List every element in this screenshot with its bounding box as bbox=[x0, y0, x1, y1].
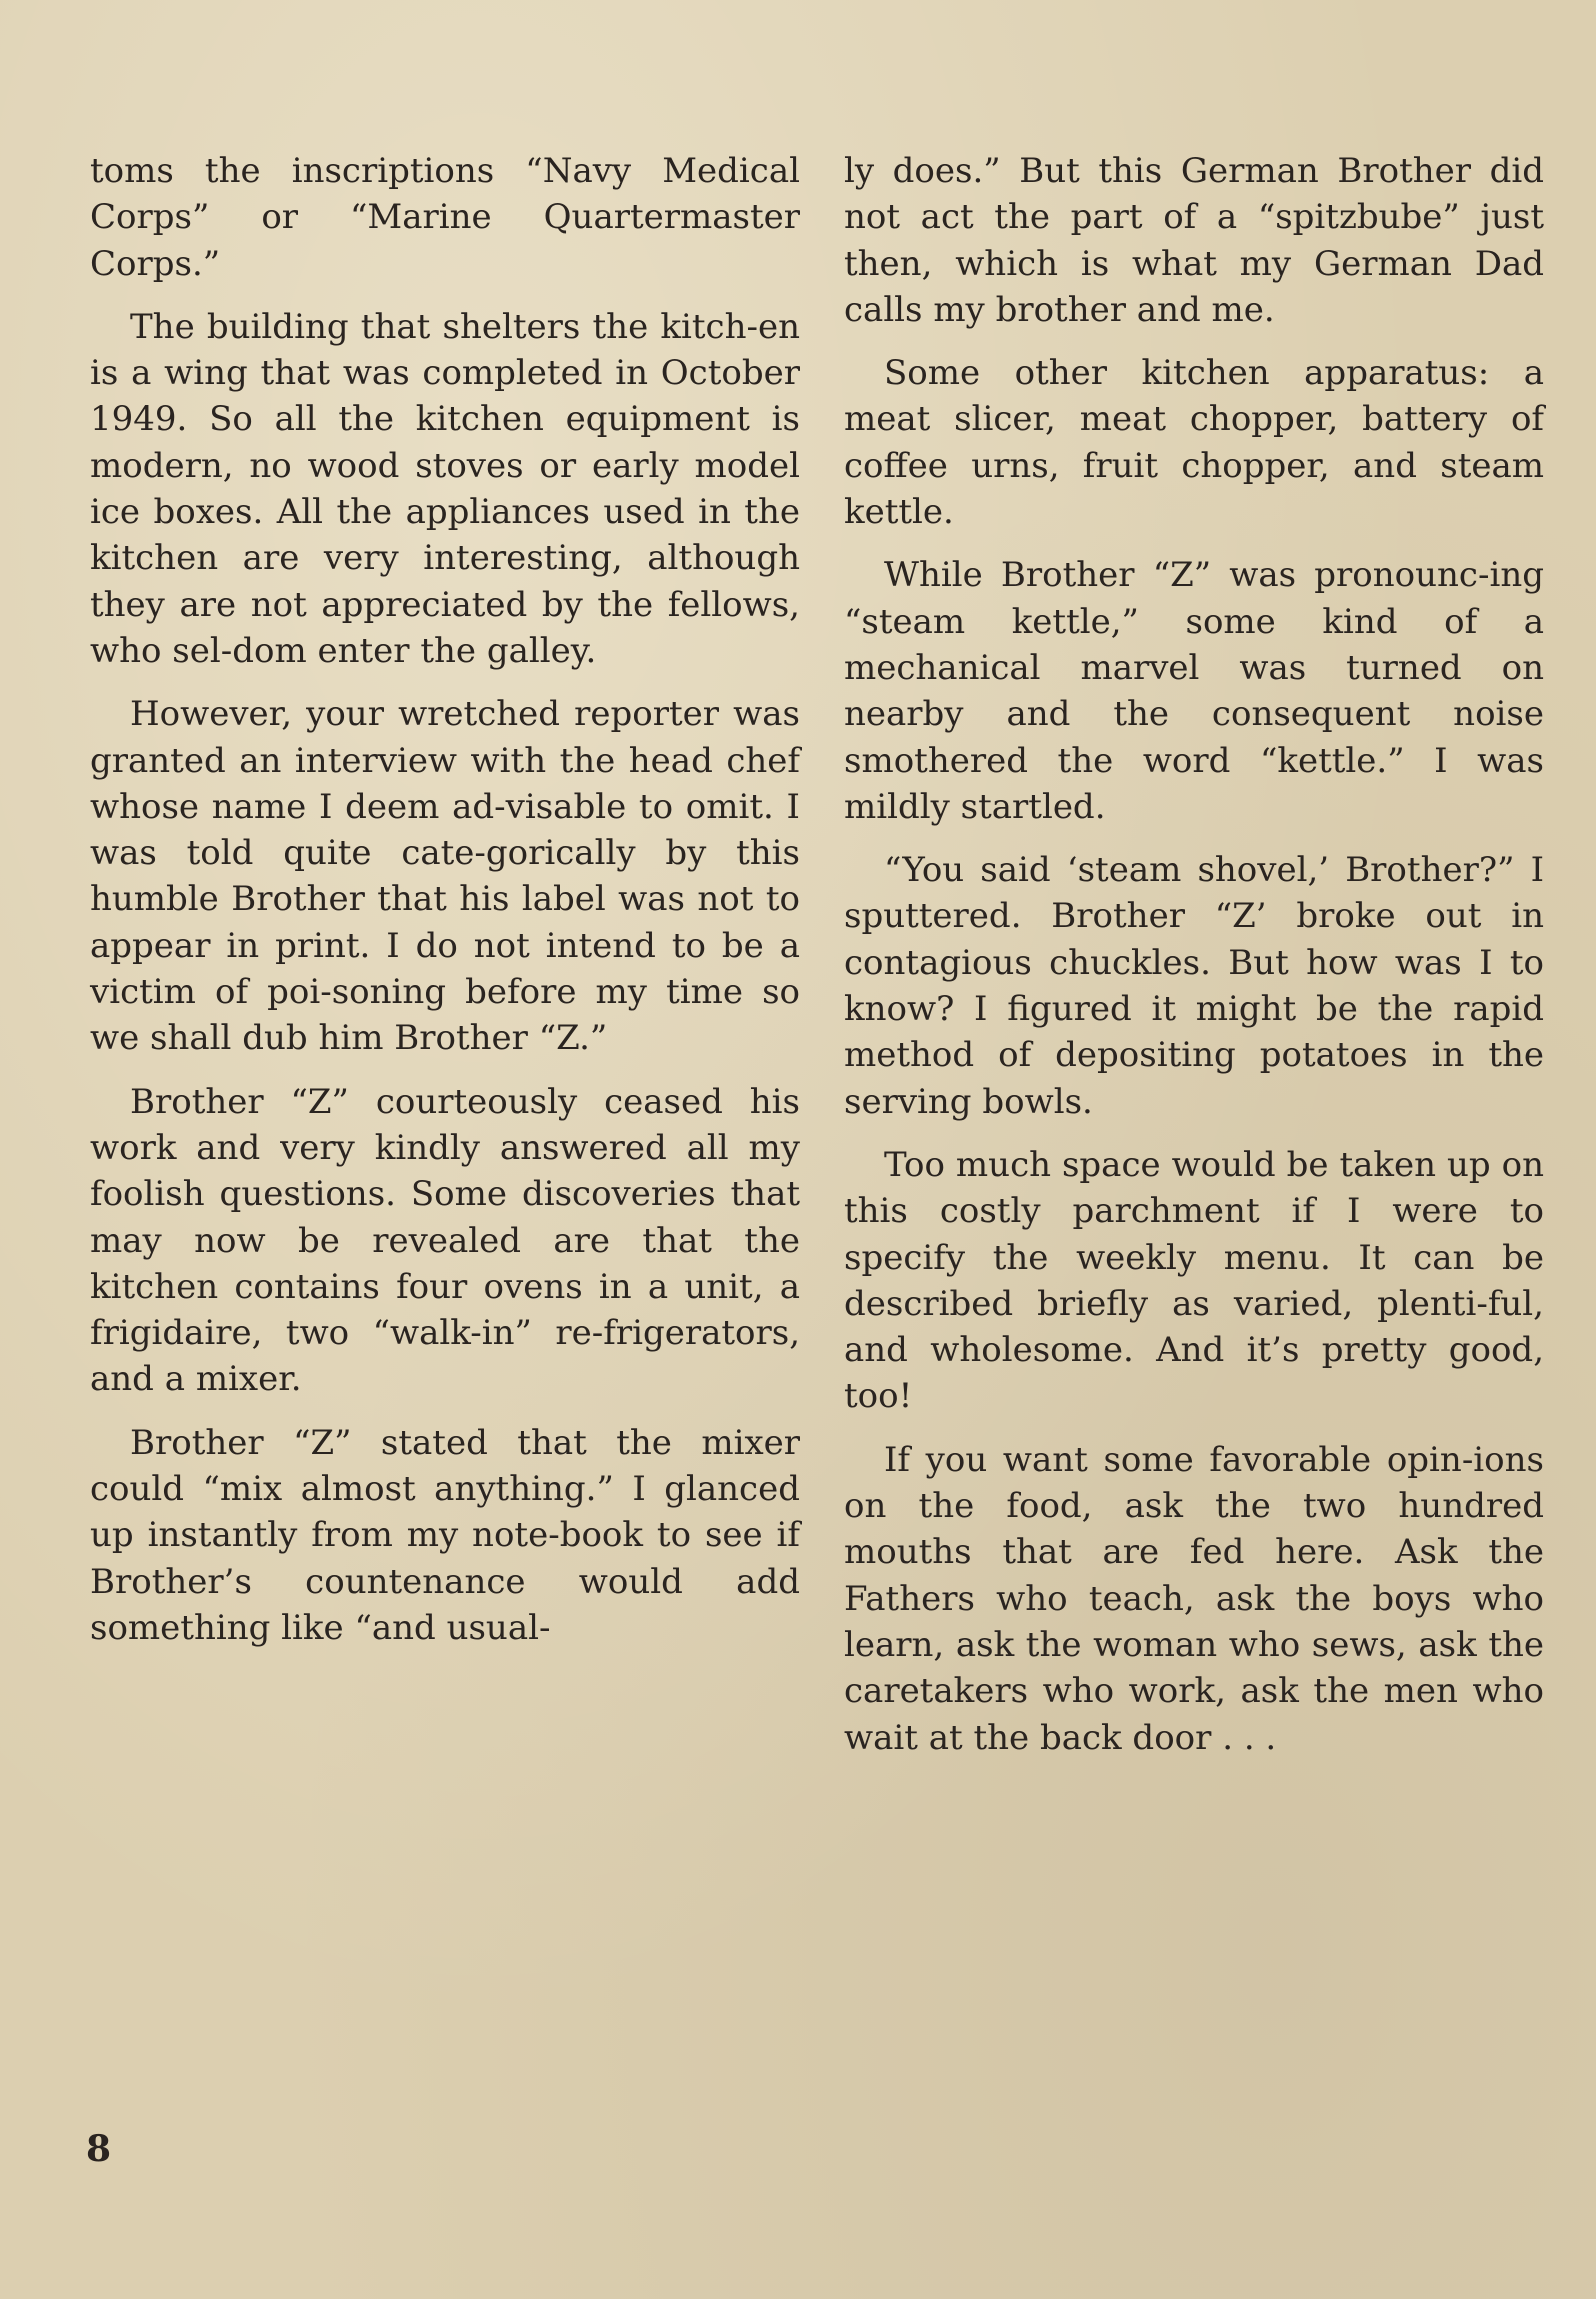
paragraph: ly does.” But this German Brother did not act the part of a “spitzbube” just then, which is what my German Dad calls my brother and me. bbox=[844, 151, 1544, 330]
paragraph: If you want some favorable opin-ions on the food, ask the two hundred mouths that are fed here. Ask the Fathers who teach, ask the boys who learn, ask the woman who sews, ask the caretakers who work, ask the men who wait at the back door . . . bbox=[844, 1439, 1544, 1758]
paragraph: Some other kitchen apparatus: a meat slicer, meat chopper, battery of coffee urns, fruit chopper, and steam kettle. bbox=[844, 353, 1544, 533]
paragraph: While Brother “Z” was pronounc-ing “steam kettle,” some kind of a mechanical marvel was turned on nearby and the consequent noise smothered the word “kettle.” I was mildly startled. bbox=[844, 555, 1544, 827]
paragraph: However, your wretched reporter was granted an interview with the head chef whose name I deem ad-visable to omit. I was told quite cate-gorically by this humble Brother that his label was not to appear in print. I do not intend to be a victim of poi-soning before my time so we shall dub him Brother “Z.” bbox=[90, 694, 800, 1059]
paragraph: toms the inscriptions “Navy Medical Corps” or “Marine Quartermaster Corps.” bbox=[90, 151, 800, 284]
paragraph: “You said ‘steam shovel,’ Brother?” I sputtered. Brother “Z’ broke out in contagious chuckles. But how was I to know? I figured it might be the rapid method of depositing potatoes in the serving bowls. bbox=[844, 850, 1544, 1122]
paragraph: The building that shelters the kitch-en is a wing that was completed in October 1949. So all the kitchen equipment is modern, no wood stoves or early model ice boxes. All the appliances used in the kitchen are very interesting, although they are not appreciated by the fellows, who sel-dom enter the galley. bbox=[90, 306, 800, 671]
right-text-column bbox=[844, 148, 1544, 1778]
paragraph: Too much space would be taken up on this costly parchment if I were to specify the weekly menu. It can be described briefly as varied, plenti-ful, and wholesome. And it’s pretty good, too! bbox=[844, 1144, 1544, 1417]
paragraph: Brother “Z” stated that the mixer could “mix almost anything.” I glanced up instantly from my note-book to see if Brother’s countenance would add something like “and usual- bbox=[90, 1422, 800, 1648]
page-number: 8 bbox=[86, 2128, 112, 2170]
paragraph: Brother “Z” courteously ceased his work and very kindly answered all my foolish questions. Some discoveries that may now be revealed are that the kitchen contains four ovens in a unit, a frigidaire, two “walk-in” re-frigerators, and a mixer. bbox=[90, 1081, 800, 1400]
left-text-column bbox=[90, 148, 800, 1668]
